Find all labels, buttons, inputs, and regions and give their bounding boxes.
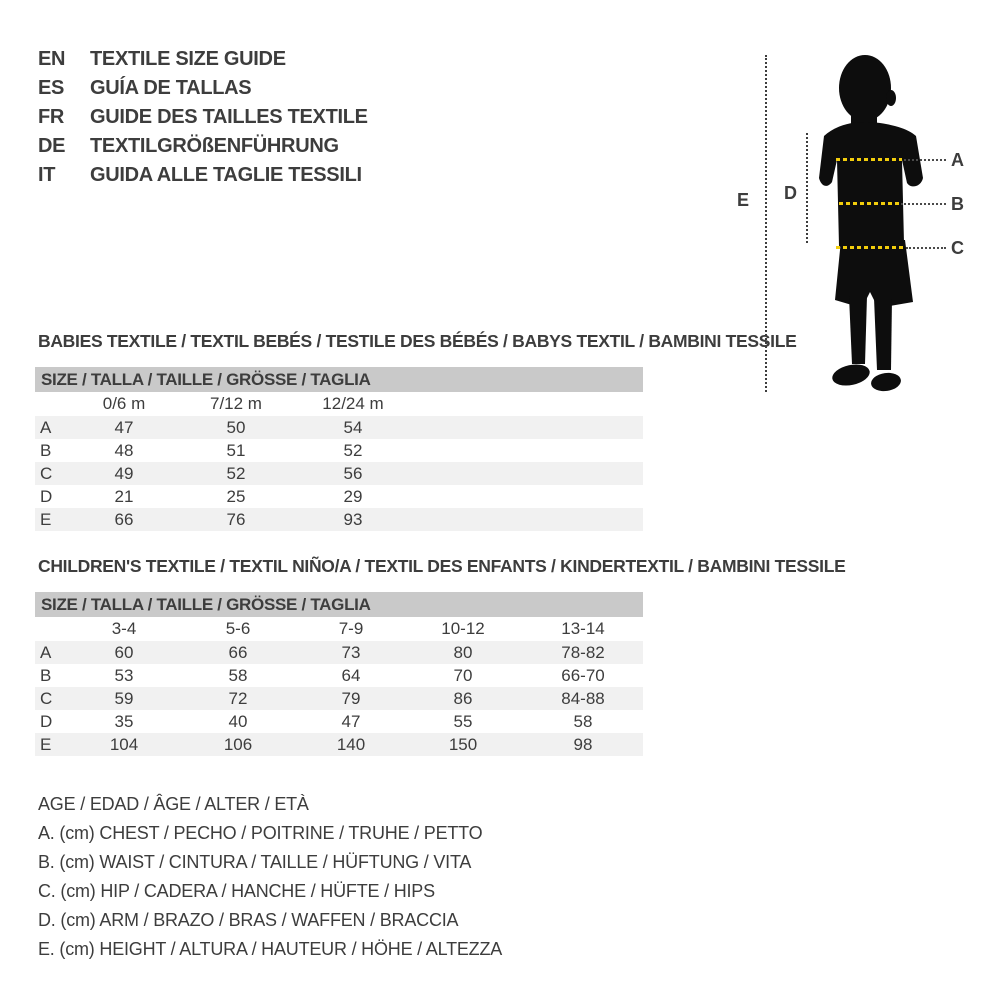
cell: 52 xyxy=(177,462,295,485)
language-title: TEXTILGRÖßENFÜHRUNG xyxy=(90,135,339,157)
table-row xyxy=(35,733,643,756)
cell: 49 xyxy=(71,462,177,485)
chest-measure-leader xyxy=(904,159,946,161)
cell: 55 xyxy=(403,710,523,733)
table-row xyxy=(35,687,643,710)
cell: 35 xyxy=(71,710,177,733)
cell: 54 xyxy=(295,416,411,439)
legend-arm: D. (cm) ARM / BRAZO / BRAS / WAFFEN / BRACCIA xyxy=(38,910,459,930)
hip-measure-line xyxy=(836,246,904,249)
cell: 70 xyxy=(403,664,523,687)
column-header-row xyxy=(35,617,643,641)
babies-size-table xyxy=(35,367,643,531)
language-title: GUÍA DE TALLAS xyxy=(90,77,252,99)
table-row xyxy=(35,485,643,508)
legend-waist: B. (cm) WAIST / CINTURA / TAILLE / HÜFTUNG / VITA xyxy=(38,852,472,872)
legend-height: E. (cm) HEIGHT / ALTURA / HAUTEUR / HÖHE / ALTEZZA xyxy=(38,939,503,959)
cell: 80 xyxy=(403,641,523,664)
children-table-title: CHILDREN'S TEXTILE / TEXTIL NIÑO/A / TEXTIL DES ENFANTS / KINDERTEXTIL / BAMBINI TESSILE xyxy=(38,556,846,576)
measure-label-b: B xyxy=(951,194,964,214)
cell: 64 xyxy=(299,664,403,687)
cell: 25 xyxy=(177,485,295,508)
column-header: 12/24 m xyxy=(295,392,411,416)
measurement-legend xyxy=(38,790,502,964)
row-label: C xyxy=(35,687,71,710)
children-size-table xyxy=(35,592,643,756)
language-row-de xyxy=(38,132,368,161)
column-header: 13-14 xyxy=(523,617,643,641)
column-header: 7/12 m xyxy=(177,392,295,416)
measure-label-d: D xyxy=(784,183,797,203)
cell: 66 xyxy=(177,641,299,664)
legend-chest: A. (cm) CHEST / PECHO / POITRINE / TRUHE / PETTO xyxy=(38,823,483,843)
waist-measure-leader xyxy=(901,203,946,205)
table-row xyxy=(35,416,643,439)
column-header: 3-4 xyxy=(71,617,177,641)
cell: 150 xyxy=(403,733,523,756)
cell: 73 xyxy=(299,641,403,664)
measure-label-a: A xyxy=(951,150,964,170)
column-header: 10-12 xyxy=(403,617,523,641)
language-code: DE xyxy=(38,135,66,157)
language-row-it xyxy=(38,161,368,190)
cell: 56 xyxy=(295,462,411,485)
cell: 60 xyxy=(71,641,177,664)
cell: 66-70 xyxy=(523,664,643,687)
cell: 51 xyxy=(177,439,295,462)
cell: 104 xyxy=(71,733,177,756)
language-code: IT xyxy=(38,164,56,186)
language-title: GUIDA ALLE TAGLIE TESSILI xyxy=(90,164,362,186)
language-code: FR xyxy=(38,106,65,128)
child-silhouette-icon xyxy=(815,52,927,398)
cell: 84-88 xyxy=(523,687,643,710)
row-label: A xyxy=(35,641,71,664)
cell: 66 xyxy=(71,508,177,531)
cell: 52 xyxy=(295,439,411,462)
language-title: GUIDE DES TAILLES TEXTILE xyxy=(90,106,368,128)
table-row xyxy=(35,641,643,664)
legend-age: AGE / EDAD / ÂGE / ALTER / ETÀ xyxy=(38,794,309,814)
language-row-es xyxy=(38,74,368,103)
arm-measure-line xyxy=(806,133,808,243)
babies-table-title: BABIES TEXTILE / TEXTIL BEBÉS / TESTILE DES BÉBÉS / BABYS TEXTIL / BAMBINI TESSILE xyxy=(38,331,797,351)
measure-label-c: C xyxy=(951,238,964,258)
row-label: B xyxy=(35,439,71,462)
cell: 98 xyxy=(523,733,643,756)
table-row xyxy=(35,462,643,485)
table-header-bar xyxy=(35,592,643,617)
hip-measure-leader xyxy=(906,247,946,249)
size-header-label: SIZE / TALLA / TAILLE / GRÖSSE / TAGLIA xyxy=(35,367,643,392)
cell: 40 xyxy=(177,710,299,733)
column-header: 0/6 m xyxy=(71,392,177,416)
measure-label-e: E xyxy=(737,190,750,210)
cell: 78-82 xyxy=(523,641,643,664)
cell: 72 xyxy=(177,687,299,710)
cell: 93 xyxy=(295,508,411,531)
column-header: 7-9 xyxy=(299,617,403,641)
cell: 53 xyxy=(71,664,177,687)
column-header: 5-6 xyxy=(177,617,299,641)
language-code: ES xyxy=(38,77,65,99)
cell: 76 xyxy=(177,508,295,531)
cell: 79 xyxy=(299,687,403,710)
row-label: C xyxy=(35,462,71,485)
cell: 58 xyxy=(523,710,643,733)
cell: 50 xyxy=(177,416,295,439)
table-row xyxy=(35,710,643,733)
legend-hip: C. (cm) HIP / CADERA / HANCHE / HÜFTE / HIPS xyxy=(38,881,435,901)
cell: 48 xyxy=(71,439,177,462)
row-label: D xyxy=(35,485,71,508)
cell: 47 xyxy=(71,416,177,439)
cell: 140 xyxy=(299,733,403,756)
cell: 47 xyxy=(299,710,403,733)
cell: 58 xyxy=(177,664,299,687)
language-row-fr xyxy=(38,103,368,132)
language-row-en xyxy=(38,45,368,74)
language-title: TEXTILE SIZE GUIDE xyxy=(90,48,286,70)
waist-measure-line xyxy=(839,202,899,205)
cell: 59 xyxy=(71,687,177,710)
row-label: D xyxy=(35,710,71,733)
cell: 86 xyxy=(403,687,523,710)
table-row xyxy=(35,508,643,531)
size-header-label: SIZE / TALLA / TAILLE / GRÖSSE / TAGLIA xyxy=(35,592,643,617)
language-code: EN xyxy=(38,48,66,70)
row-label: B xyxy=(35,664,71,687)
row-label: E xyxy=(35,508,71,531)
row-label: A xyxy=(35,416,71,439)
table-header-bar xyxy=(35,367,643,392)
cell: 21 xyxy=(71,485,177,508)
language-title-list xyxy=(38,45,368,190)
column-header-row xyxy=(35,392,643,416)
chest-measure-line xyxy=(836,158,902,161)
table-row xyxy=(35,664,643,687)
row-label: E xyxy=(35,733,71,756)
cell: 106 xyxy=(177,733,299,756)
cell: 29 xyxy=(295,485,411,508)
table-row xyxy=(35,439,643,462)
